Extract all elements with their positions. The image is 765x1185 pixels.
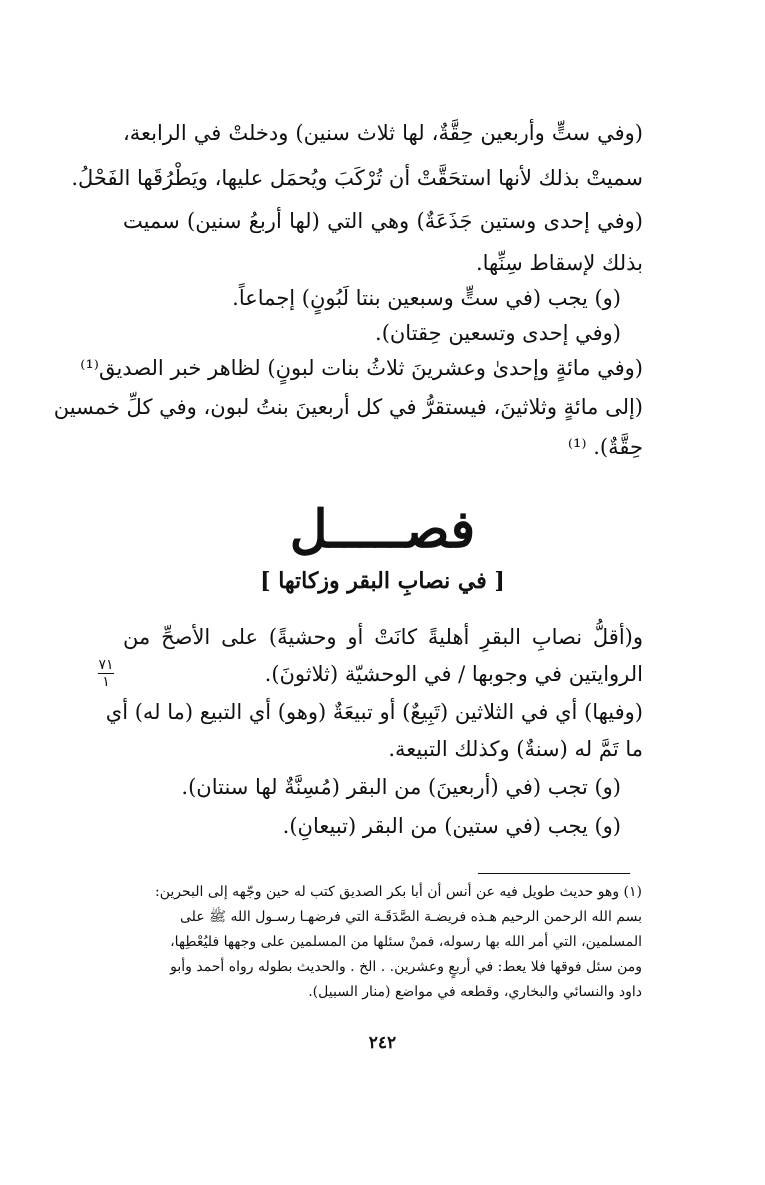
section-line-4: ما تَمَّ له (سنةٌ) وكذلك التبيعة. [388, 737, 643, 761]
text-line-7: (وفي مائةٍ وإحدىٰ وعشرينَ ثلاثُ بنات لبونٍ) لظاهر خبر الصديق⁽¹⁾ [80, 356, 643, 380]
footnote-line-3: المسلمين، التي أمر الله بها رسوله، فمنْ سئلها من المسلمين على وجهها فليُعْطِها، [170, 934, 642, 950]
section-line-1: و(أقلُّ نصابِ البقرِ أهليةً كانَتْ أو وحشيةً) على الأصحِّ من [123, 625, 643, 649]
footnote-line-5: داود والنسائي والبخاري، وقطعه في مواضع (منار السبيل). [308, 984, 642, 1000]
section-ornament-heading [0, 500, 765, 560]
section-ornament-text: فصـــــل [289, 499, 476, 560]
page-number: ٢٤٢ [368, 1033, 397, 1053]
section-line-2: الروايتين في وجوبها / في الوحشيّة (ثلاثونَ). [264, 662, 643, 686]
text-line-1: (وفي ستٍّ وأربعين حِقَّةٌ، لها ثلاث سنين) ودخلتْ في الرابعة، [123, 121, 643, 145]
text-line-9: حِقَّةٌ). ⁽¹⁾ [567, 435, 643, 459]
text-line-6: (وفي إحدى وتسعين حِقتان). [375, 321, 621, 345]
text-line-4: بذلك لإسقاط سِنِّها. [475, 251, 643, 275]
footnote-line-2: بسم الله الرحمن الرحيم هـذه فريضـة الصَّدَقَـة التي فرضهـا رسـول الله ﷺ على [180, 909, 642, 925]
section-title: [ في نصابِ البقر وزكاتها ] [260, 568, 505, 594]
section-line-6: (و) يجب (في ستين) من البقر (تبيعانِ). [282, 814, 621, 838]
text-line-5: (و) يجب (في ستٍّ وسبعين بنتا لَبُونٍ) إجماعاً. [232, 286, 621, 310]
marginal-ref-top: ٧١ [98, 657, 114, 673]
marginal-ref-bottom: ١ [102, 674, 110, 690]
section-line-3: (وفيها) أي في الثلاثين (تَبِيعٌ) أو تبيعَةٌ (وهو) أي التبيع (ما له) أي [105, 700, 643, 724]
text-line-2: سميتْ بذلك لأنها استحَقَّتْ أن تُرْكَبَ ويُحمَل عليها، ويَطْرُقَها الفَحْلُ. [71, 166, 643, 190]
text-line-8: (إلى مائةٍ وثلاثينَ، فيستقرُّ في كل أربعينَ بنتُ لبون، وفي كلِّ خمسين [53, 395, 643, 419]
footnote-separator [478, 873, 630, 874]
footnote-line-1: (١) وهو حديث طويل فيه عن أنس أن أبا بكر الصديق كتب له حين وجّهه إلى البحرين: [155, 884, 642, 900]
marginal-page-ref [96, 658, 116, 689]
footnote-line-4: ومن سئل فوقها فلا يعط: في أربعٍ وعشرين. . الخ . والحديث بطوله رواه أحمد وأبو [170, 959, 642, 975]
text-line-3: (وفي إحدى وستين جَذَعَةٌ) وهي التي (لها أربعُ سنين) سميت [123, 209, 643, 233]
section-line-5: (و) تجب (في (أربعينَ) من البقر (مُسِنَّةٌ لها سنتان). [181, 775, 621, 799]
